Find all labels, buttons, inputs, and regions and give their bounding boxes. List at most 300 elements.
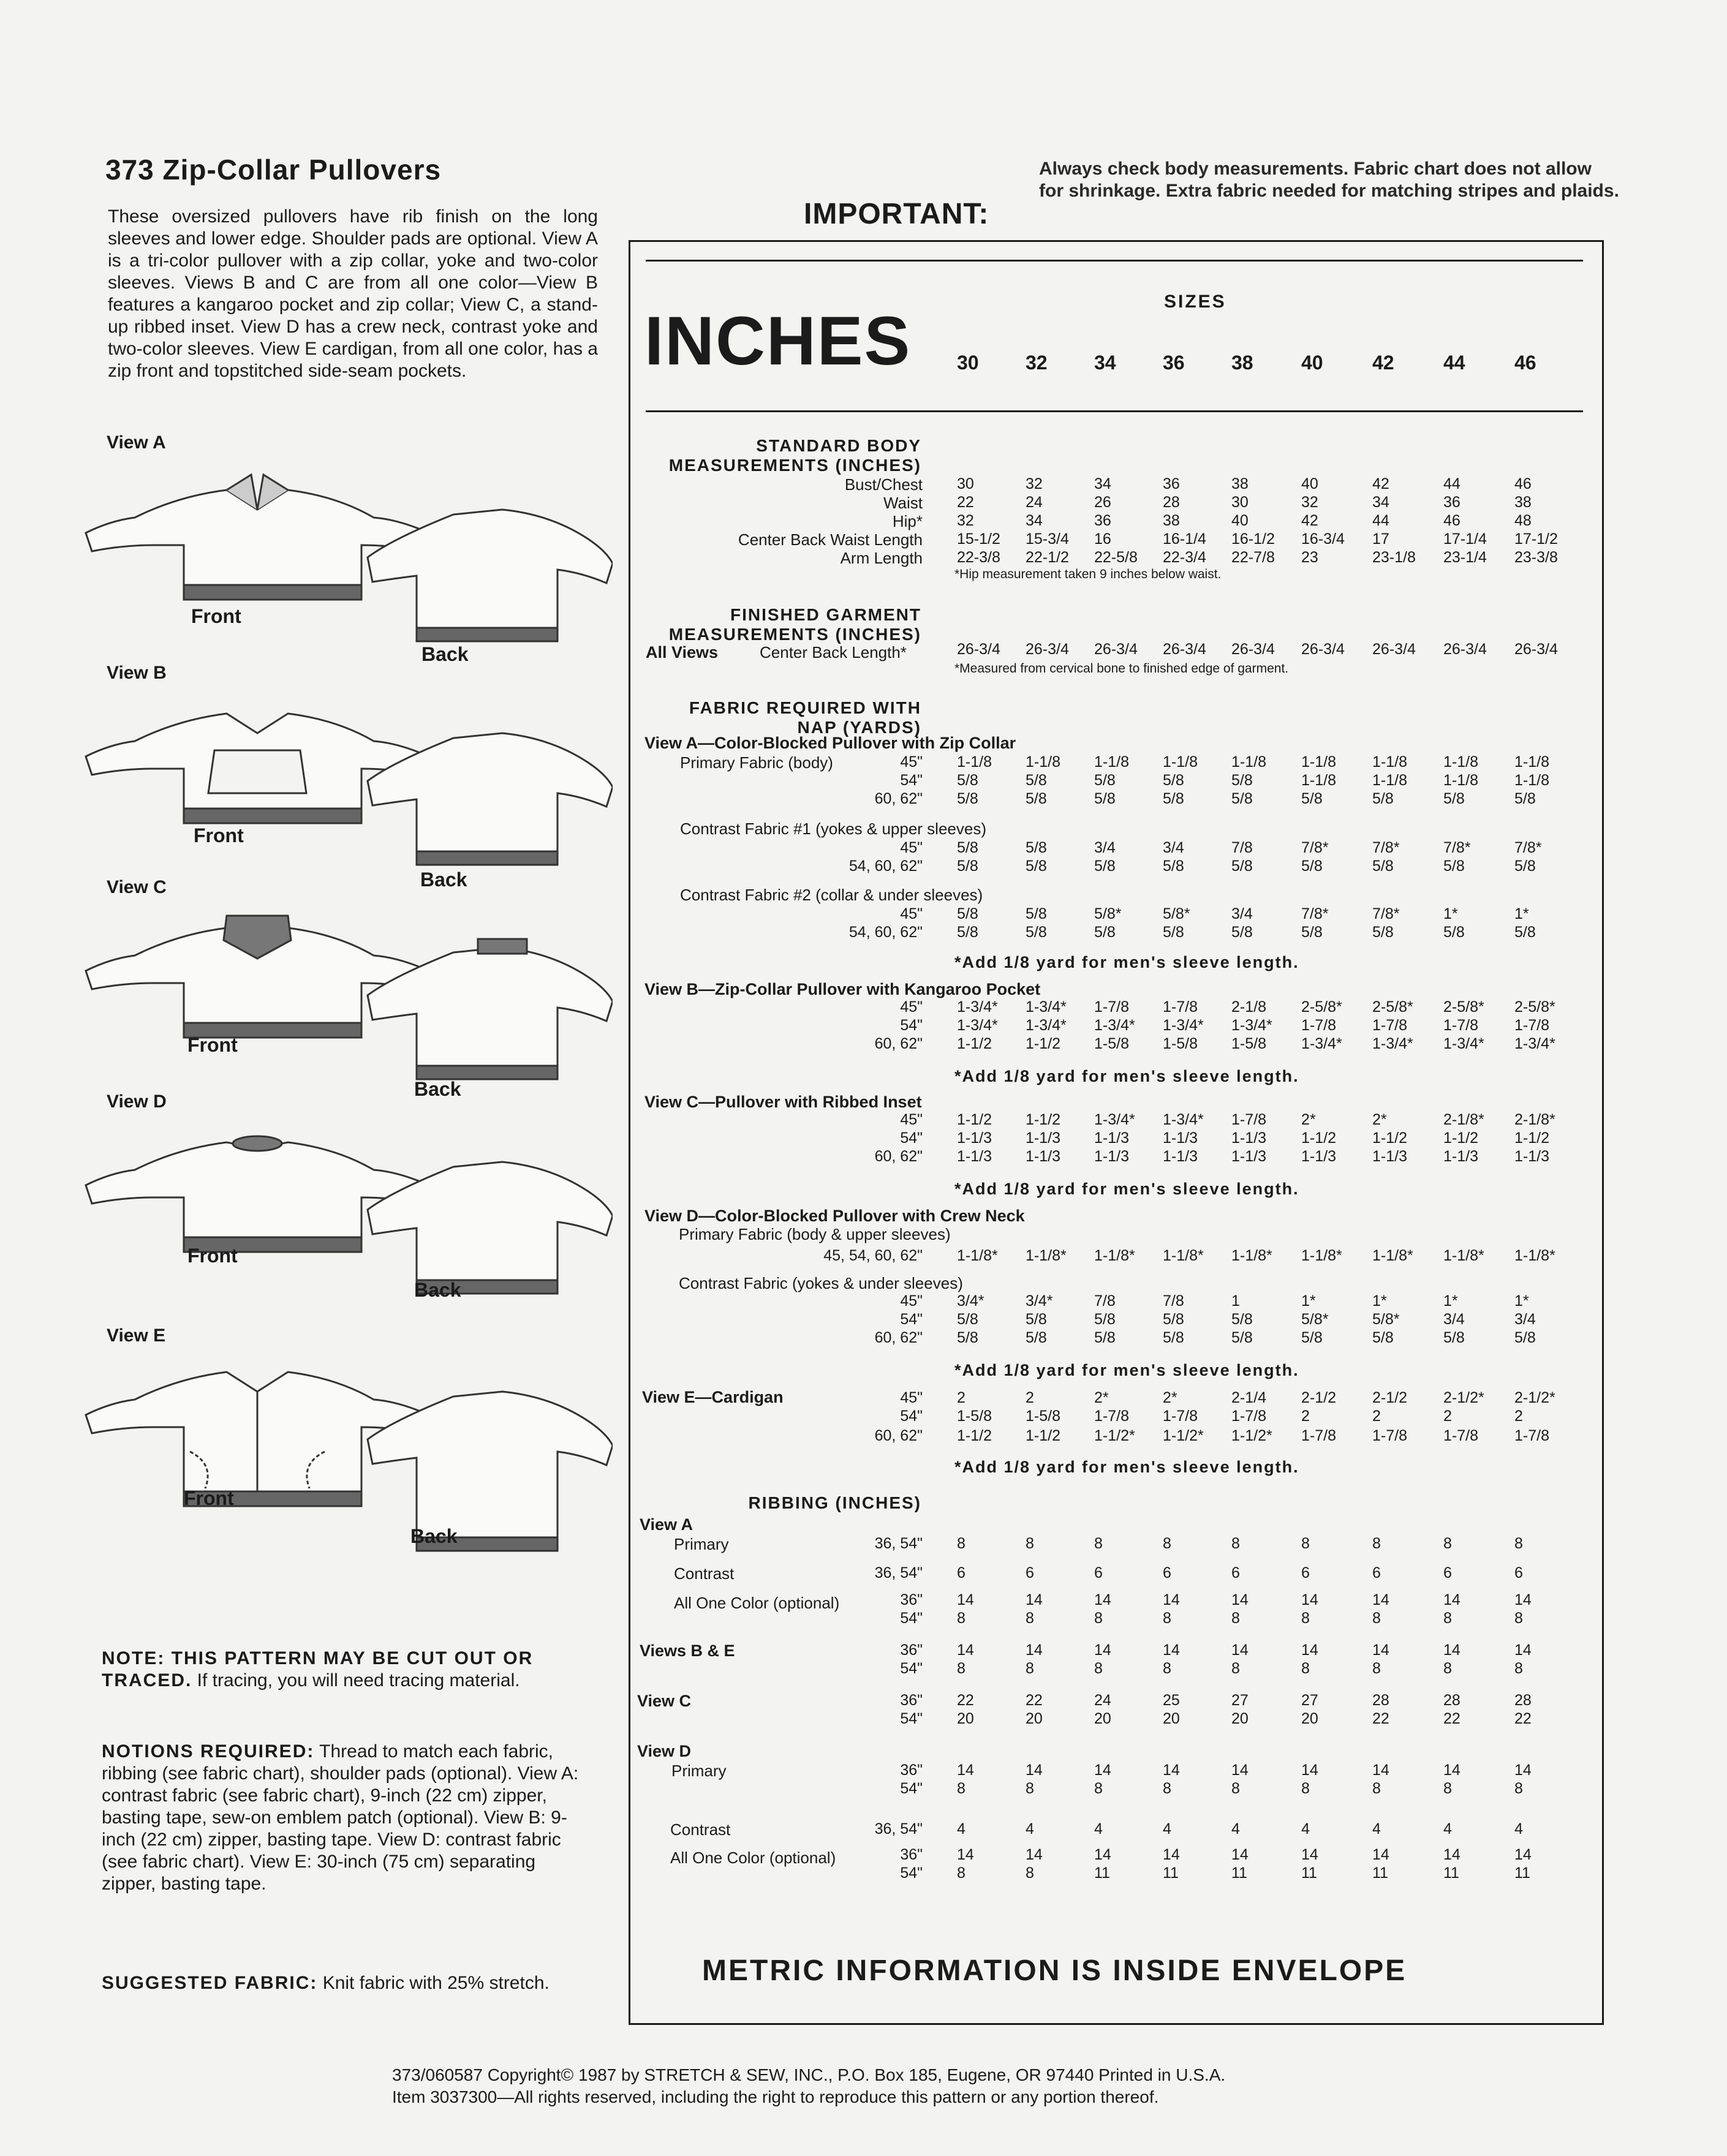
table-cell: 1-1/8 <box>1231 753 1266 771</box>
table-cell: 1-1/3 <box>1163 1148 1198 1165</box>
table-cell: 1-3/4* <box>957 998 998 1016</box>
table-cell: 2-5/8* <box>1301 998 1342 1016</box>
table-cell: 1-3/4* <box>1443 1035 1484 1052</box>
view-a-primary-label: Primary Fabric (body) <box>680 753 833 772</box>
table-cell: 2-5/8* <box>1514 998 1555 1016</box>
view-b-fabric-title: View B—Zip-Collar Pullover with Kangaroo Pocket <box>644 980 1041 998</box>
table-cell: 8 <box>1443 1535 1452 1552</box>
center-back-length-label: Center Back Length* <box>760 643 907 662</box>
table-cell: 5/8 <box>1163 858 1184 875</box>
important-text: Always check body measurements. Fabric chart does not allow for shrinkage. Extra fabric needed for matching stripes and plaids. <box>1039 159 1619 201</box>
table-cell: 5/8 <box>1231 858 1253 875</box>
table-cell: 1-3/4* <box>1094 1017 1135 1034</box>
table-cell: 1-7/8 <box>1163 1408 1198 1425</box>
table-cell: 26-3/4 <box>1372 641 1416 658</box>
ribbing-width-label: 36" <box>900 1591 923 1608</box>
sizes-label: SIZES <box>1164 292 1226 312</box>
table-cell: 5/8 <box>1514 1329 1536 1346</box>
table-cell: 32 <box>957 512 974 529</box>
table-cell: 5/8 <box>1514 790 1536 807</box>
table-cell: 1-5/8 <box>1163 1035 1198 1052</box>
table-cell: 8 <box>1514 1610 1523 1627</box>
ribbing-width-label: 36" <box>900 1846 923 1863</box>
table-cell: 1-7/8 <box>1163 998 1198 1016</box>
table-cell: 8 <box>1372 1610 1381 1627</box>
table-cell: 1-1/2 <box>957 1035 992 1052</box>
table-cell: 14 <box>1372 1762 1389 1779</box>
table-cell: 22 <box>957 494 974 511</box>
table-cell: 2 <box>1372 1408 1381 1425</box>
table-cell: 2-5/8* <box>1443 998 1484 1016</box>
fabric-width-label: 60, 62" <box>874 790 923 807</box>
view-a-contrast2-label: Contrast Fabric #2 (collar & under sleeves) <box>680 886 983 904</box>
table-cell: 14 <box>1163 1846 1180 1863</box>
table-cell: 22-1/2 <box>1026 549 1069 566</box>
table-cell: 2-1/8* <box>1514 1111 1555 1128</box>
table-cell: 11 <box>1372 1864 1388 1882</box>
view-a-fabric-title: View A—Color-Blocked Pullover with Zip Collar <box>644 734 1016 752</box>
table-cell: 1* <box>1443 905 1458 922</box>
table-cell: 11 <box>1514 1864 1530 1882</box>
table-cell: 22 <box>1443 1710 1461 1727</box>
table-cell: 1-1/8* <box>1301 1247 1342 1264</box>
table-cell: 1-7/8 <box>1372 1017 1407 1034</box>
table-cell: 8 <box>1301 1610 1310 1627</box>
rib-primary-label: Primary <box>674 1535 729 1553</box>
table-cell: 1-1/2* <box>1163 1427 1204 1444</box>
size-header: 46 <box>1514 352 1536 374</box>
table-cell: 2-1/2* <box>1514 1389 1555 1406</box>
table-cell: 1-7/8 <box>1443 1427 1478 1444</box>
table-cell: 5/8 <box>957 790 978 807</box>
table-cell: 34 <box>1094 475 1111 492</box>
table-cell: 20 <box>1026 1710 1043 1727</box>
table-cell: 1-1/8 <box>1301 753 1336 771</box>
table-cell: 5/8 <box>1372 924 1394 941</box>
body-row-label: Hip* <box>892 512 923 530</box>
table-cell: 1-1/8* <box>1163 1247 1204 1264</box>
table-cell: 1-7/8 <box>1231 1408 1266 1425</box>
table-cell: 5/8 <box>1372 790 1394 807</box>
table-cell: 2-1/4 <box>1231 1389 1266 1406</box>
table-cell: 2-1/8 <box>1231 998 1266 1016</box>
table-cell: 7/8 <box>1231 839 1253 856</box>
table-cell: 6 <box>1026 1564 1034 1581</box>
table-cell: 8 <box>1231 1610 1240 1627</box>
ribbing-width-label: 36" <box>900 1642 923 1659</box>
table-cell: 8 <box>1026 1660 1034 1677</box>
table-cell: 5/8* <box>1301 1311 1329 1328</box>
table-cell: 5/8 <box>1094 790 1116 807</box>
table-cell: 5/8 <box>1443 1329 1465 1346</box>
view-d-fabric-title: View D—Color-Blocked Pullover with Crew Neck <box>644 1207 1025 1225</box>
table-cell: 24 <box>1026 494 1043 511</box>
table-cell: 40 <box>1301 475 1318 492</box>
chart-header-rule <box>646 410 1583 412</box>
table-cell: 6 <box>1372 1564 1381 1581</box>
table-cell: 2-1/2* <box>1443 1389 1484 1406</box>
table-cell: 28 <box>1443 1692 1461 1709</box>
table-cell: 5/8 <box>1163 772 1184 789</box>
table-cell: 38 <box>1231 475 1249 492</box>
table-cell: 4 <box>957 1820 966 1838</box>
table-cell: 5/8 <box>1231 1329 1253 1346</box>
table-cell: 5/8 <box>1026 839 1047 856</box>
table-cell: 1-7/8 <box>1514 1427 1549 1444</box>
view-c-fabric-title: View C—Pullover with Ribbed Inset <box>644 1093 922 1111</box>
table-cell: 5/8 <box>1163 1329 1184 1346</box>
table-cell: 4 <box>1514 1820 1523 1838</box>
table-cell: 30 <box>957 475 974 492</box>
table-cell: 14 <box>957 1846 974 1863</box>
table-cell: 32 <box>1301 494 1318 511</box>
table-cell: 14 <box>1231 1642 1249 1659</box>
view-a-front-label: Front <box>191 605 241 627</box>
table-cell: 1-1/2 <box>1026 1427 1060 1444</box>
view-c-back-label: Back <box>414 1078 461 1100</box>
table-cell: 16-1/4 <box>1163 530 1206 548</box>
table-cell: 20 <box>1094 1710 1111 1727</box>
table-cell: 1-1/8* <box>1231 1247 1272 1264</box>
table-cell: 14 <box>1026 1591 1043 1608</box>
table-cell: 14 <box>1026 1642 1043 1659</box>
table-cell: 1-1/3 <box>1231 1129 1266 1147</box>
rib-view-d-all-one-label: All One Color (optional) <box>670 1849 836 1867</box>
table-cell: 1* <box>1514 1292 1529 1310</box>
table-cell: 5/8 <box>1443 858 1465 875</box>
table-cell: 5/8 <box>957 839 978 856</box>
table-cell: 26-3/4 <box>1094 641 1138 658</box>
table-cell: 4 <box>1094 1820 1103 1838</box>
view-e-label: View E <box>107 1325 166 1346</box>
table-cell: 5/8 <box>957 924 978 941</box>
table-cell: 8 <box>1094 1660 1103 1677</box>
table-cell: 46 <box>1514 475 1532 492</box>
table-cell: 14 <box>1094 1846 1111 1863</box>
table-cell: 8 <box>1094 1780 1103 1797</box>
all-views-label: All Views <box>646 643 719 662</box>
body-row-label: Waist <box>883 494 923 512</box>
fabric-width-label: 45" <box>900 1111 923 1128</box>
size-header: 38 <box>1231 352 1253 374</box>
table-cell: 6 <box>1301 1564 1310 1581</box>
table-cell: 14 <box>1301 1846 1318 1863</box>
table-cell: 11 <box>1443 1864 1459 1882</box>
table-cell: 1 <box>1231 1292 1240 1310</box>
table-cell: 14 <box>957 1762 974 1779</box>
view-b-back-label: Back <box>420 869 467 891</box>
fabric-width-label: 45" <box>900 905 923 922</box>
table-cell: 1-1/3 <box>1094 1129 1129 1147</box>
table-cell: 4 <box>1372 1820 1381 1838</box>
rib-views-be-label: Views B & E <box>640 1642 735 1660</box>
table-cell: 5/8 <box>957 1311 978 1328</box>
view-d-add-note: *Add 1/8 yard for men's sleeve length. <box>954 1361 1299 1379</box>
view-d-contrast-label: Contrast Fabric (yokes & under sleeves) <box>679 1274 963 1292</box>
table-cell: 14 <box>1163 1591 1180 1608</box>
table-cell: 14 <box>1443 1591 1461 1608</box>
table-cell: 14 <box>1026 1762 1043 1779</box>
fabric-width-label: 60, 62" <box>874 1035 923 1052</box>
table-cell: 15-3/4 <box>1026 530 1069 548</box>
table-cell: 1-1/3 <box>1026 1148 1060 1165</box>
table-cell: 2* <box>1301 1111 1316 1128</box>
table-cell: 26-3/4 <box>1301 641 1345 658</box>
table-cell: 14 <box>1443 1762 1461 1779</box>
table-cell: 5/8 <box>1094 1329 1116 1346</box>
table-cell: 17-1/4 <box>1443 530 1487 548</box>
table-cell: 5/8* <box>1163 905 1190 922</box>
table-cell: 1-7/8 <box>1094 1408 1129 1425</box>
table-cell: 1-1/8 <box>1301 772 1336 789</box>
table-cell: 38 <box>1163 512 1180 529</box>
table-cell: 1-7/8 <box>1372 1427 1407 1444</box>
table-cell: 14 <box>1514 1762 1532 1779</box>
table-cell: 1-1/8* <box>1026 1247 1067 1264</box>
ribbing-width-label: 54" <box>900 1710 923 1727</box>
table-cell: 8 <box>1514 1660 1523 1677</box>
table-cell: 1-3/4* <box>1514 1035 1555 1052</box>
ribbing-title: RIBBING (INCHES) <box>748 1493 921 1512</box>
table-cell: 1-7/8 <box>1094 998 1129 1016</box>
table-cell: 5/8 <box>1301 1329 1323 1346</box>
ribbing-width-label: 36, 54" <box>874 1564 923 1581</box>
table-cell: 8 <box>1514 1535 1523 1552</box>
table-cell: 14 <box>1372 1591 1389 1608</box>
view-a-back-label: Back <box>421 643 469 665</box>
table-cell: 8 <box>1372 1660 1381 1677</box>
view-e-fabric-title: View E—Cardigan <box>642 1388 784 1406</box>
table-cell: 36 <box>1443 494 1461 511</box>
table-cell: 23 <box>1301 549 1318 566</box>
table-cell: 1-7/8 <box>1231 1111 1266 1128</box>
table-cell: 8 <box>1301 1780 1310 1797</box>
table-cell: 20 <box>1301 1710 1318 1727</box>
size-header: 30 <box>957 352 979 374</box>
table-cell: 34 <box>1372 494 1389 511</box>
table-cell: 5/8 <box>1231 924 1253 941</box>
table-cell: 2* <box>1372 1111 1387 1128</box>
fabric-width-label: 45" <box>900 839 923 856</box>
table-cell: 5/8 <box>1026 924 1047 941</box>
table-cell: 14 <box>957 1642 974 1659</box>
rib-contrast-label: Contrast <box>674 1564 735 1583</box>
table-cell: 5/8 <box>1094 858 1116 875</box>
table-cell: 30 <box>1231 494 1249 511</box>
view-c-label: View C <box>107 877 167 897</box>
table-cell: 14 <box>1026 1846 1043 1863</box>
table-cell: 2-5/8* <box>1372 998 1413 1016</box>
table-cell: 3/4 <box>1443 1311 1465 1328</box>
table-cell: 22 <box>1372 1710 1389 1727</box>
table-cell: 1-1/3 <box>1514 1148 1549 1165</box>
table-cell: 1-1/2 <box>1026 1111 1060 1128</box>
table-cell: 44 <box>1443 475 1461 492</box>
ribbing-width-label: 54" <box>900 1660 923 1677</box>
table-cell: 1-1/8 <box>1372 753 1407 771</box>
table-cell: 20 <box>1163 1710 1180 1727</box>
ribbing-width-label: 36" <box>900 1762 923 1779</box>
table-cell: 3/4 <box>1514 1311 1536 1328</box>
table-cell: 1-5/8 <box>1026 1408 1060 1425</box>
view-b-label: View B <box>107 663 167 683</box>
table-cell: 26 <box>1094 494 1111 511</box>
table-cell: 2 <box>1443 1408 1452 1425</box>
ribbing-width-label: 54" <box>900 1610 923 1627</box>
finished-measurements-title: FINISHED GARMENT MEASUREMENTS (INCHES) <box>668 605 921 644</box>
table-cell: 8 <box>1301 1535 1310 1552</box>
view-a-label: View A <box>107 432 166 453</box>
footer-line-1: 373/060587 Copyright© 1987 by STRETCH & SEW, INC., P.O. Box 185, Eugene, OR 97440 Printed in U.S.A. <box>392 2065 1226 2084</box>
table-cell: 1-3/4* <box>957 1017 998 1034</box>
table-cell: 7/8* <box>1301 839 1329 856</box>
table-cell: 1-3/4* <box>1026 1017 1067 1034</box>
table-cell: 14 <box>1443 1846 1461 1863</box>
table-cell: 14 <box>1372 1642 1389 1659</box>
table-cell: 14 <box>1514 1642 1532 1659</box>
fabric-width-label: 45, 54, 60, 62" <box>823 1247 923 1264</box>
table-cell: 1-1/8* <box>1372 1247 1413 1264</box>
table-cell: 1-1/8* <box>957 1247 998 1264</box>
table-cell: 26-3/4 <box>957 641 1000 658</box>
table-cell: 1-5/8 <box>1094 1035 1129 1052</box>
table-cell: 14 <box>1163 1762 1180 1779</box>
table-cell: 1-1/2 <box>1443 1129 1478 1147</box>
table-cell: 1-1/3 <box>957 1129 992 1147</box>
table-cell: 6 <box>957 1564 966 1581</box>
ribbing-width-label: 36" <box>900 1692 923 1709</box>
table-cell: 11 <box>1231 1864 1247 1882</box>
table-cell: 7/8* <box>1301 905 1329 922</box>
fabric-width-label: 45" <box>900 998 923 1016</box>
table-cell: 5/8 <box>957 1329 978 1346</box>
suggested-fabric-note: SUGGESTED FABRIC: Knit fabric with 25% stretch. <box>102 1973 550 1993</box>
table-cell: 2 <box>1514 1408 1523 1425</box>
table-cell: 1* <box>1443 1292 1458 1310</box>
table-cell: 46 <box>1443 512 1461 529</box>
table-cell: 2-1/2 <box>1301 1389 1336 1406</box>
table-cell: 1-1/2* <box>1094 1427 1135 1444</box>
table-cell: 1-1/8 <box>1163 753 1198 771</box>
table-cell: 42 <box>1372 475 1389 492</box>
table-cell: 48 <box>1514 512 1532 529</box>
table-cell: 7/8* <box>1443 839 1471 856</box>
table-cell: 5/8 <box>957 905 978 922</box>
table-cell: 44 <box>1372 512 1389 529</box>
pattern-description: These oversized pullovers have rib finish on the long sleeves and lower edge. Shoulder pads are optional. View A is a tri-color pullover with a zip collar, yoke and two-color sleeves. Views B and C are from all one color—View B features a kangaroo pocket and zip collar; View C, a stand-up ribbed inset. View D has a crew neck, contrast yoke and two-color sleeves. View E cardigan, from all one color, has a zip front and topstitched side-seam pockets. <box>108 206 598 381</box>
table-cell: 7/8* <box>1372 839 1400 856</box>
body-measurements-title: STANDARD BODY MEASUREMENTS (INCHES) <box>668 436 921 475</box>
table-cell: 7/8* <box>1514 839 1542 856</box>
fabric-width-label: 54" <box>900 1017 923 1034</box>
fabric-width-label: 54" <box>900 772 923 789</box>
table-cell: 5/8 <box>1026 1329 1047 1346</box>
table-cell: 22 <box>1026 1692 1043 1709</box>
table-cell: 14 <box>1514 1846 1532 1863</box>
table-cell: 1* <box>1514 905 1529 922</box>
table-cell: 8 <box>1301 1660 1310 1677</box>
table-cell: 27 <box>1301 1692 1318 1709</box>
table-cell: 28 <box>1514 1692 1532 1709</box>
table-cell: 8 <box>1231 1535 1240 1552</box>
table-cell: 1-3/4* <box>1163 1111 1204 1128</box>
table-cell: 5/8 <box>1301 790 1323 807</box>
view-c-add-note: *Add 1/8 yard for men's sleeve length. <box>954 1180 1299 1198</box>
table-cell: 5/8 <box>1026 1311 1047 1328</box>
table-cell: 3/4* <box>1026 1292 1053 1310</box>
size-header: 44 <box>1443 352 1465 374</box>
table-cell: 7/8 <box>1094 1292 1116 1310</box>
ribbing-width-label: 36, 54" <box>874 1535 923 1552</box>
table-cell: 8 <box>1372 1535 1381 1552</box>
table-cell: 1-1/8 <box>1443 772 1478 789</box>
table-cell: 14 <box>1231 1762 1249 1779</box>
table-cell: 1-1/8* <box>1094 1247 1135 1264</box>
table-cell: 5/8 <box>1094 1311 1116 1328</box>
table-cell: 8 <box>957 1535 966 1552</box>
table-cell: 4 <box>1443 1820 1452 1838</box>
table-cell: 7/8* <box>1372 905 1400 922</box>
cut-out-note: NOTE: THIS PATTERN MAY BE CUT OUT OR TRACED. If tracing, you will need tracing material. <box>102 1648 534 1691</box>
table-cell: 1-1/8 <box>957 753 992 771</box>
table-cell: 14 <box>1231 1591 1249 1608</box>
table-cell: 2 <box>1301 1408 1310 1425</box>
chart-heading: INCHES <box>644 303 912 379</box>
table-cell: 22 <box>1514 1710 1532 1727</box>
table-cell: 26-3/4 <box>1514 641 1558 658</box>
table-cell: 5/8 <box>1372 858 1394 875</box>
table-cell: 38 <box>1514 494 1532 511</box>
table-cell: 1-3/4* <box>1094 1111 1135 1128</box>
table-cell: 5/8 <box>957 772 978 789</box>
table-cell: 1-3/4* <box>1372 1035 1413 1052</box>
table-cell: 1-1/3 <box>1443 1148 1478 1165</box>
table-cell: 1-1/3 <box>1301 1148 1336 1165</box>
table-cell: 5/8 <box>1514 924 1536 941</box>
table-cell: 14 <box>1443 1642 1461 1659</box>
table-cell: 5/8 <box>1372 1329 1394 1346</box>
table-cell: 5/8 <box>1231 772 1253 789</box>
table-cell: 8 <box>957 1780 966 1797</box>
fabric-required-title: FABRIC REQUIRED WITH NAP (YARDS) <box>689 698 921 737</box>
table-cell: 1-3/4* <box>1026 998 1067 1016</box>
table-cell: 2-1/2 <box>1372 1389 1407 1406</box>
table-cell: 25 <box>1163 1692 1180 1709</box>
fabric-width-label: 54, 60, 62" <box>848 858 923 875</box>
table-cell: 8 <box>1026 1780 1034 1797</box>
table-cell: 3/4 <box>1231 905 1253 922</box>
table-cell: 17 <box>1372 530 1389 548</box>
table-cell: 5/8 <box>1301 858 1323 875</box>
table-cell: 14 <box>1301 1762 1318 1779</box>
table-cell: 2* <box>1163 1389 1177 1406</box>
table-cell: 14 <box>1301 1591 1318 1608</box>
table-cell: 1-1/3 <box>957 1148 992 1165</box>
table-cell: 14 <box>1094 1591 1111 1608</box>
table-cell: 4 <box>1301 1820 1310 1838</box>
table-cell: 5/8 <box>1026 905 1047 922</box>
table-cell: 4 <box>1231 1820 1240 1838</box>
view-d-primary-label: Primary Fabric (body & upper sleeves) <box>679 1225 951 1243</box>
view-e-back-label: Back <box>410 1525 458 1547</box>
table-cell: 8 <box>1231 1660 1240 1677</box>
size-header: 36 <box>1163 352 1185 374</box>
table-cell: 1-1/2 <box>1514 1129 1549 1147</box>
table-cell: 8 <box>1026 1864 1034 1882</box>
table-cell: 1-1/8* <box>1443 1247 1484 1264</box>
table-cell: 28 <box>1372 1692 1389 1709</box>
metric-info: METRIC INFORMATION IS INSIDE ENVELOPE <box>702 1954 1407 1987</box>
